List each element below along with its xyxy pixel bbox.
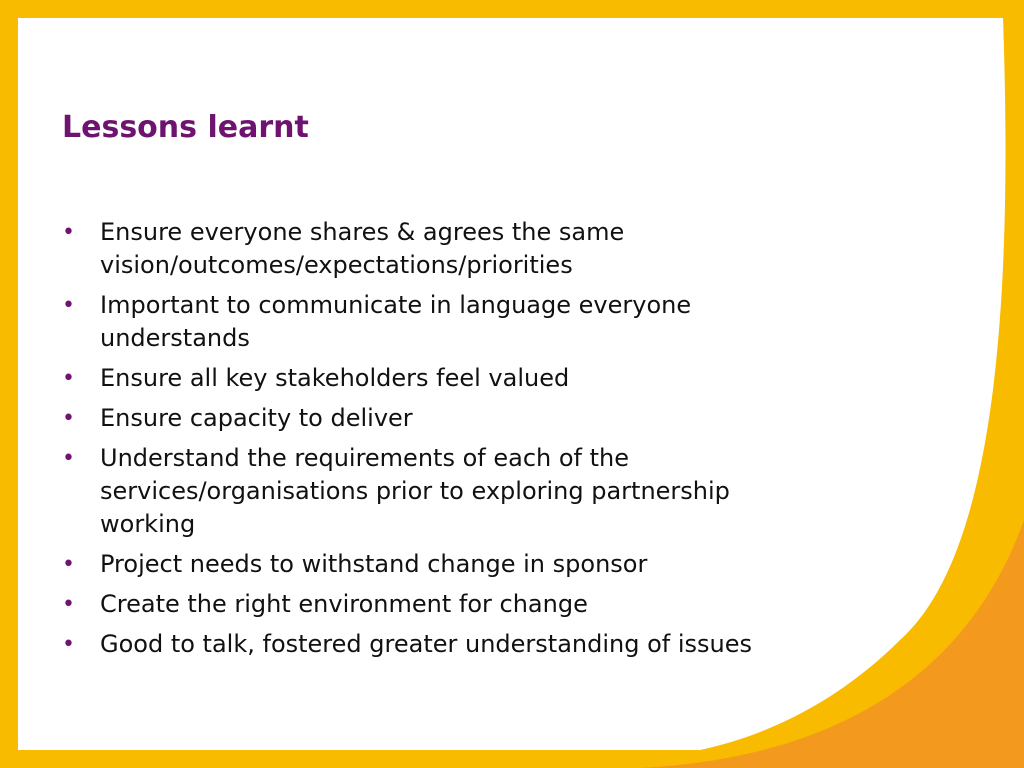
list-item-text: Important to communicate in language everyone understands bbox=[100, 291, 692, 352]
bullet-icon: • bbox=[62, 293, 75, 318]
list-item-text: Good to talk, fostered greater understanding of issues bbox=[100, 630, 753, 658]
list-item-text: Project needs to withstand change in sponsor bbox=[100, 550, 648, 578]
list-item bbox=[62, 402, 822, 435]
list-item bbox=[62, 548, 822, 581]
list-item bbox=[62, 442, 822, 541]
list-item-text: Ensure all key stakeholders feel valued bbox=[100, 364, 570, 392]
bullet-icon: • bbox=[62, 592, 75, 617]
list-item-text: Understand the requirements of each of the services/organisations prior to exploring partnership working bbox=[100, 444, 730, 538]
bullet-icon: • bbox=[62, 406, 75, 431]
list-item bbox=[62, 289, 822, 355]
bullet-icon: • bbox=[62, 552, 75, 577]
list-item bbox=[62, 362, 822, 395]
list-item-text: Ensure everyone shares & agrees the same vision/outcomes/expectations/priorities bbox=[100, 218, 625, 279]
list-item-text: Create the right environment for change bbox=[100, 590, 588, 618]
list-item bbox=[62, 588, 822, 621]
bullet-icon: • bbox=[62, 632, 75, 657]
bullet-list bbox=[62, 216, 822, 668]
bullet-icon: • bbox=[62, 220, 75, 245]
bullet-icon: • bbox=[62, 366, 75, 391]
list-item bbox=[62, 628, 822, 661]
bullet-icon: • bbox=[62, 446, 75, 471]
list-item bbox=[62, 216, 822, 282]
list-item-text: Ensure capacity to deliver bbox=[100, 404, 413, 432]
slide-title: Lessons learnt bbox=[62, 110, 309, 145]
